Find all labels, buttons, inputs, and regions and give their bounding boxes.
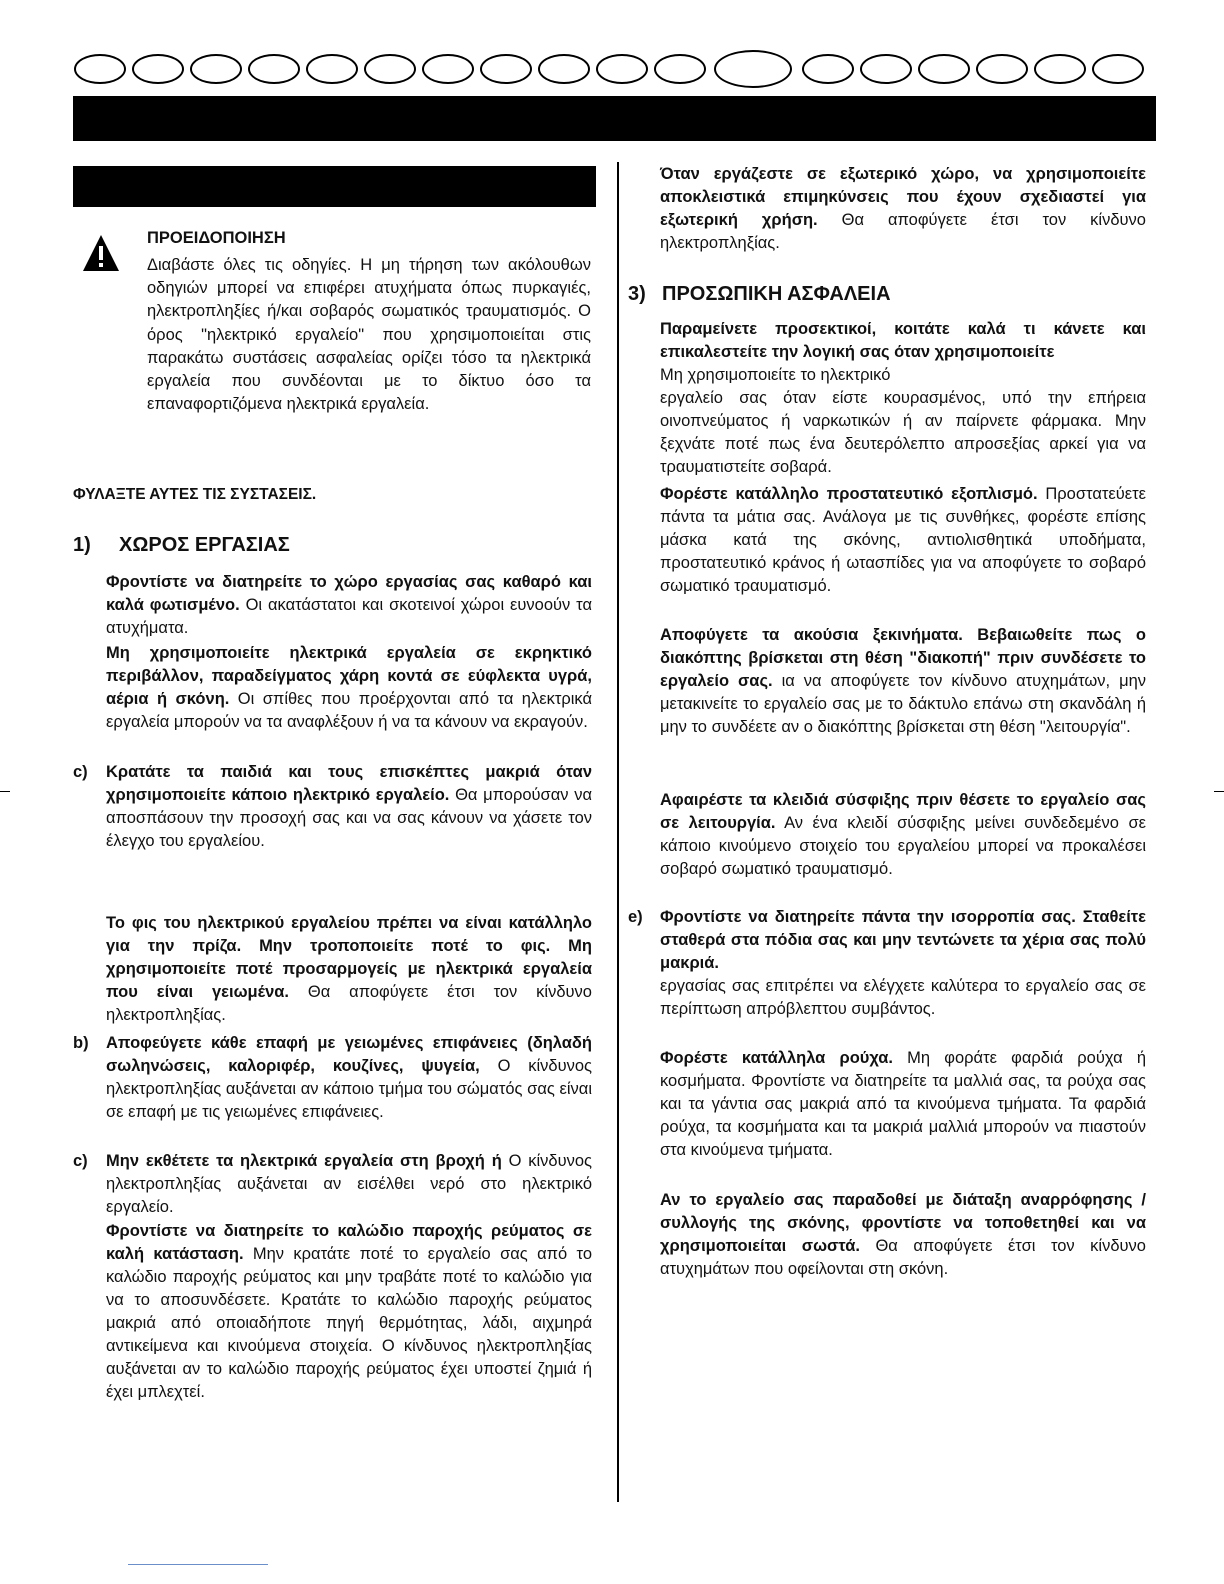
footer-line	[128, 1564, 268, 1565]
language-tab[interactable]	[422, 54, 474, 84]
margin-mark	[1214, 791, 1224, 792]
keep-instructions-notice: ΦΥΛΑΞΤΕ ΑΥΤΕΣ ΤΙΣ ΣΥΣΤΑΣΕΙΣ.	[73, 486, 317, 503]
list-item: Φορέστε κατάλληλο προστατευτικό εξοπλισμό. Προστατεύετε πάντα τα μάτια σας. Ανάλογα με τις συνθήκες, φορέστε επίσης μάσκα κατά της σκόνης, αντιολισθητικά υποδήματα, προστατευτικό κράνος ή ωτασπίδες για να αποφύγετε το σοβαρό σωματικό τραυματισμό.	[660, 485, 1146, 595]
language-tab[interactable]	[538, 54, 590, 84]
language-tab[interactable]	[596, 54, 648, 84]
list-item: Μη χρησιμοποιείτε ηλεκτρικά εργαλεία σε εκρηκτικό περιβάλλον, παραδείγματος χάρη κοντά σε εύφλεκτα υγρά, αέρια ή σκόνη. Οι σπίθες που προέρχονται από τα ηλεκτρικά εργαλεία μπορούν να τα αναφλέξουν ή να τα κάνουν να εκραγούν.	[106, 644, 592, 731]
language-tab[interactable]	[132, 54, 184, 84]
list-item: Αποφύγετε τα ακούσια ξεκινήματα. Βεβαιωθείτε πως ο διακόπτης βρίσκεται στη θέση "διακοπή" πριν συνδέσετε το εργαλείο σας. ια να αποφύγετε τον κίνδυνο ατυχημάτων, μην μετακινείτε το εργαλείο σας με το δάκτυλο επάνω στη σκανδάλη ή μην το συνδέετε αν ο διακόπτης βρίσκεται στη θέση "λειτουργία".	[660, 626, 1147, 736]
section-title: ΠΡΟΣΩΠΙΚΗ ΑΣΦΑΛΕΙΑ	[662, 283, 891, 305]
language-tab-active[interactable]	[714, 50, 792, 88]
language-tab[interactable]	[654, 54, 706, 84]
list-item: Φροντίστε να διατηρείτε το χώρο εργασίας σας καθαρό και καλά φωτισμένο. Οι ακατάστατοι και σκοτεινοί χώροι ευνοούν τα ατυχήματα.	[106, 573, 592, 637]
language-tab[interactable]	[860, 54, 912, 84]
section-heading	[628, 283, 891, 306]
language-tab[interactable]	[802, 54, 854, 84]
language-tab[interactable]	[976, 54, 1028, 84]
list-item: Το φις του ηλεκτρικού εργαλείου πρέπει να είναι κατάλληλο για την πρίζα. Μην τροποποιείτε ποτέ το φις. Μη χρησιμοποιείτε ποτέ προσαρμογείς με ηλεκτρικά εργαλεία που είναι γειωμένα. Θα αποφύγετε έτσι τον κίνδυνο ηλεκτροπληξίας.	[106, 914, 592, 1024]
warning-icon	[82, 233, 120, 273]
margin-mark	[0, 791, 10, 792]
list-item: Παραμείνετε προσεκτικοί, κοιτάτε καλά τι κάνετε και επικαλεστείτε την λογική σας όταν χρησιμοποιείτε Μη χρησιμοποιείτε το ηλεκτρικό εργαλείο σας όταν είστε κουρασμένος, υπό την επήρεια οινοπνεύματος ή ναρκωτικών ή αν παίρνετε φάρμακα. Μην ξεχνάτε ποτέ πως ένα δευτερόλεπτο απροσεξίας αρκεί για να τραυματιστείτε σοβαρά.	[660, 320, 1146, 476]
language-tab[interactable]	[306, 54, 358, 84]
column-divider	[617, 162, 619, 1502]
item-label: c)	[73, 763, 88, 781]
list-item: Φροντίστε να διατηρείτε το καλώδιο παροχής ρεύματος σε καλή κατάσταση. Μην κρατάτε ποτέ το εργαλείο σας από το καλώδιο παροχής ρεύματος και μην τραβάτε ποτέ το καλώδιο για να το αποσυνδέσετε. Κρατάτε το καλώδιο παροχής ρεύματος μακριά από οποιαδήποτε πηγή θερμότητας, λάδι, αιχμηρά αντικείμενα και κινούμενα στοιχεία. Ο κίνδυνος ηλεκτροπληξίας αυξάνεται αν το καλώδιο παροχής ρεύματος έχει υποστεί ζημιά ή έχει μπλεχτεί.	[106, 1222, 593, 1401]
language-tabs	[74, 50, 1154, 90]
list-item: Φροντίστε να διατηρείτε πάντα την ισορροπία σας. Σταθείτε σταθερά στα πόδια σας και μην τεντώνετε τα χέρια σας πολύ μακριά. εργασίας σας επιτρέπει να ελέγχετε καλύτερα το εργαλείο σας σε περίπτωση απρόβλεπτου συμβάντος.	[660, 908, 1146, 1018]
list-item: Αν το εργαλείο σας παραδοθεί με διάταξη αναρρόφησης / συλλογής της σκόνης, φροντίστε να τοποθετηθεί και να χρησιμοποιείται σωστά. Θα αποφύγετε έτσι τον κίνδυνο ατυχημάτων που οφείλονται στη σκόνη.	[660, 1191, 1146, 1278]
list-item: Όταν εργάζεστε σε εξωτερικό χώρο, να χρησιμοποιείτε αποκλειστικά επιμηκύνσεις που έχουν σχεδιαστεί για εξωτερική χρήση. Θα αποφύγετε έτσι τον κίνδυνο ηλεκτροπληξίας.	[660, 165, 1146, 252]
list-item: Αφαιρέστε τα κλειδιά σύσφιξης πριν θέσετε το εργαλείο σας σε λειτουργία. Αν ένα κλειδί σύσφιξης μείνει συνδεδεμένο σε κάποιο κινούμενο στοιχείο του εργαλείου μπορεί να προκαλέσει σοβαρό σωματικό τραυματισμό.	[660, 791, 1147, 878]
language-tab[interactable]	[480, 54, 532, 84]
language-tab[interactable]	[1092, 54, 1144, 84]
list-item: Κρατάτε τα παιδιά και τους επισκέπτες μακριά όταν χρησιμοποιείτε κάποιο ηλεκτρικό εργαλείο. Θα μπορούσαν να αποσπάσουν την προσοχή σας και να σας κάνουν να χάσετε τον έλεγχο του εργαλείου.	[106, 763, 593, 850]
language-tab[interactable]	[74, 54, 126, 84]
language-tab[interactable]	[364, 54, 416, 84]
list-item: Φορέστε κατάλληλα ρούχα. Μη φοράτε φαρδιά ρούχα ή κοσμήματα. Φροντίστε να διατηρείτε τα μαλλιά σας, τα ρούχα σας και τα γάντια σας μακριά από τα κινούμενα τμήματα. Τα φαρδιά ρούχα, τα κοσμήματα και τα μακριά μαλλιά μπορούν να πιαστούν στα κινούμενα τμήματα.	[660, 1049, 1146, 1159]
section-number: 1)	[73, 534, 91, 556]
warning-text: Διαβάστε όλες τις οδηγίες. Η μη τήρηση των ακόλουθων οδηγιών μπορεί να επιφέρει ατυχήματα όπως πυρκαγιές, ηλεκτροπληξίες ή/και σοβαρός σωματικός τραυματισμός. Ο όρος "ηλεκτρικό εργαλείο" που χρησιμοποιείται στις παρακάτω συστάσεις ασφαλείας ορίζει τόσο τα ηλεκτρικά εργαλεία που συνδέονται με το δίκτυο όσο τα επαναφορτιζόμενα ηλεκτρικά εργαλεία.	[147, 256, 591, 414]
section-heading	[73, 534, 290, 557]
list-item: Μην εκθέτετε τα ηλεκτρικά εργαλεία στη βροχή ή Ο κίνδυνος ηλεκτροπληξίας αυξάνεται αν εισέλθει νερό στο ηλεκτρικό εργαλείο.	[106, 1152, 593, 1216]
list-item: Αποφεύγετε κάθε επαφή με γειωμένες επιφάνειες (δηλαδή σωληνώσεις, καλοριφέρ, κουζίνες, ψυγεία, Ο κίνδυνος ηλεκτροπληξίας αυξάνεται αν κάποιο τμήμα του σώματός σας είναι σε επαφή με τις γειωμένες επιφάνειες.	[106, 1034, 592, 1121]
language-tab[interactable]	[190, 54, 242, 84]
header-bar	[73, 96, 1156, 141]
language-tab[interactable]	[248, 54, 300, 84]
section-title-bar	[73, 166, 596, 207]
item-label: c)	[73, 1152, 88, 1170]
section-title: ΧΩΡΟΣ ΕΡΓΑΣΙΑΣ	[119, 534, 290, 556]
warning-title: ΠΡΟΕΙΔΟΠΟΙΗΣΗ	[147, 229, 286, 247]
item-label: b)	[73, 1034, 89, 1052]
language-tab[interactable]	[918, 54, 970, 84]
section-number: 3)	[628, 283, 646, 305]
item-label: e)	[628, 908, 643, 926]
language-tab[interactable]	[1034, 54, 1086, 84]
